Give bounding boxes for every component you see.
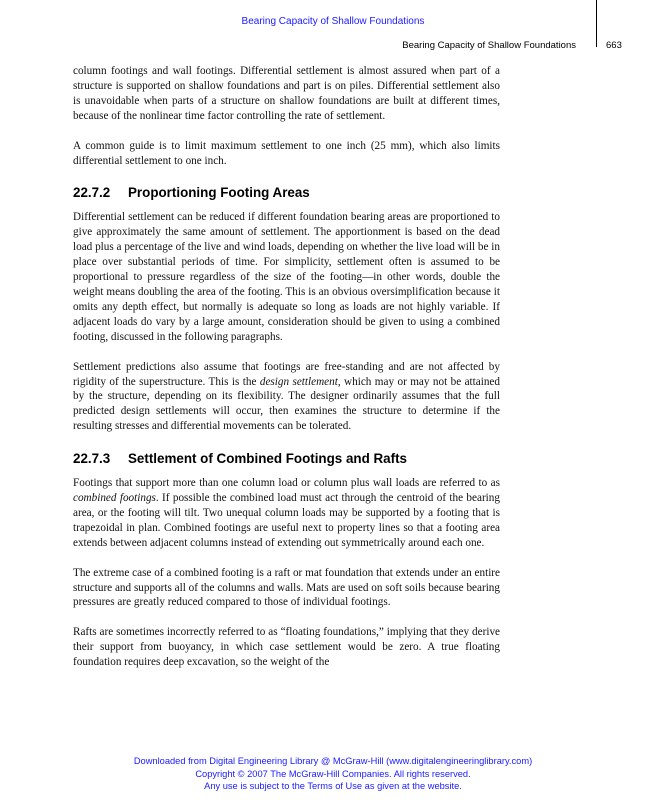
paragraph: The extreme case of a combined footing is a raft or mat foundation that extends under an entire structure and supports all of the columns and walls. Mats are used on soft soils because bearing pressures are greatly reduced compared to those of individual footings. [73,566,500,609]
footer-download-link[interactable]: Downloaded from Digital Engineering Library @ McGraw-Hill (www.digitalengineeringlibrary.com) [133,756,533,766]
footer [0,755,666,793]
paragraph [73,360,500,435]
paragraph: Rafts are sometimes incorrectly referred to as “floating foundations,” implying that they derive their support from buoyancy, in which case settlement would be zero. A true floating foundation requires deep excavation, so the weight of the [73,626,500,669]
footer-copyright: Copyright © 2007 The McGraw-Hill Companies. All rights reserved. [195,768,471,779]
paragraph: A common guide is to limit maximum settlement to one inch (25 mm), which also limits differential settlement to one inch. [73,139,500,167]
top-header-link[interactable]: Bearing Capacity of Shallow Foundations [241,16,425,27]
section-number: 22.7.2 [73,185,111,201]
section-number: 22.7.3 [73,451,111,467]
text-run: Footings that support more than one column load or column plus wall loads are referred to as [73,477,500,490]
text-run: , which may or may not be attained by the structure, depending on its flexibility. The designer ordinarily assumes that the full predicted design settlements will occur, then examines the structure to determine if the resulting stresses and differential movements can be tolerated. [73,375,500,433]
section-heading [73,184,500,201]
italic-term: combined footings [73,492,156,505]
text-run: Settlement predictions also assume that footings are free-standing and are not affected by rigidity of the superstructure. This is the [73,360,500,388]
section-heading [73,450,500,467]
paragraph: Differential settlement can be reduced if different foundation bearing areas are proportioned to give approximately the same amount of settlement. The apportionment is based on the dead load plus a percentage of the live and wind loads, depending on whether the live load will be in place over substantial periods of time. For simplicity, settlement often is assumed to be proportional to pressure regardless of the size of the footing—in other words, double the weight means doubling the area of the footing. This is an obvious oversimplification because it omits any depth effect, but normally is adequate so long as loads are not highly variable. If adjacent loads do vary by a large amount, consideration should be given to using a combined footing, discussed in the following paragraphs. [73,211,500,343]
paragraph: column footings and wall footings. Differential settlement is almost assured when part of a structure is supported on shallow foundations and part is on piles. Differential settlement also is unavoidable when parts of a structure on shallow foundations are built at different times, because of the nonlinear time factor controlling the rate of settlement. [73,65,500,122]
running-head: Bearing Capacity of Shallow Foundations [402,40,576,51]
text-run: . If possible the combined load must act through the centroid of the bearing area, or the footing will tilt. Two unequal column loads may be supported by a footing that is trapezoidal in plan. Combined footings are useful next to property lines so that a footing area extends between adjacent columns instead of extending out symmetrically around each one. [73,492,500,549]
section-title: Proportioning Footing Areas [128,185,310,201]
header-vertical-rule [596,0,597,47]
section-title: Settlement of Combined Footings and Rafts [128,451,407,467]
page-number: 663 [606,40,622,51]
body-text [73,64,500,685]
paragraph [73,476,500,551]
footer-terms-link[interactable]: Any use is subject to the Terms of Use as given at the website. [204,781,462,791]
italic-term: design settlement [259,375,338,388]
